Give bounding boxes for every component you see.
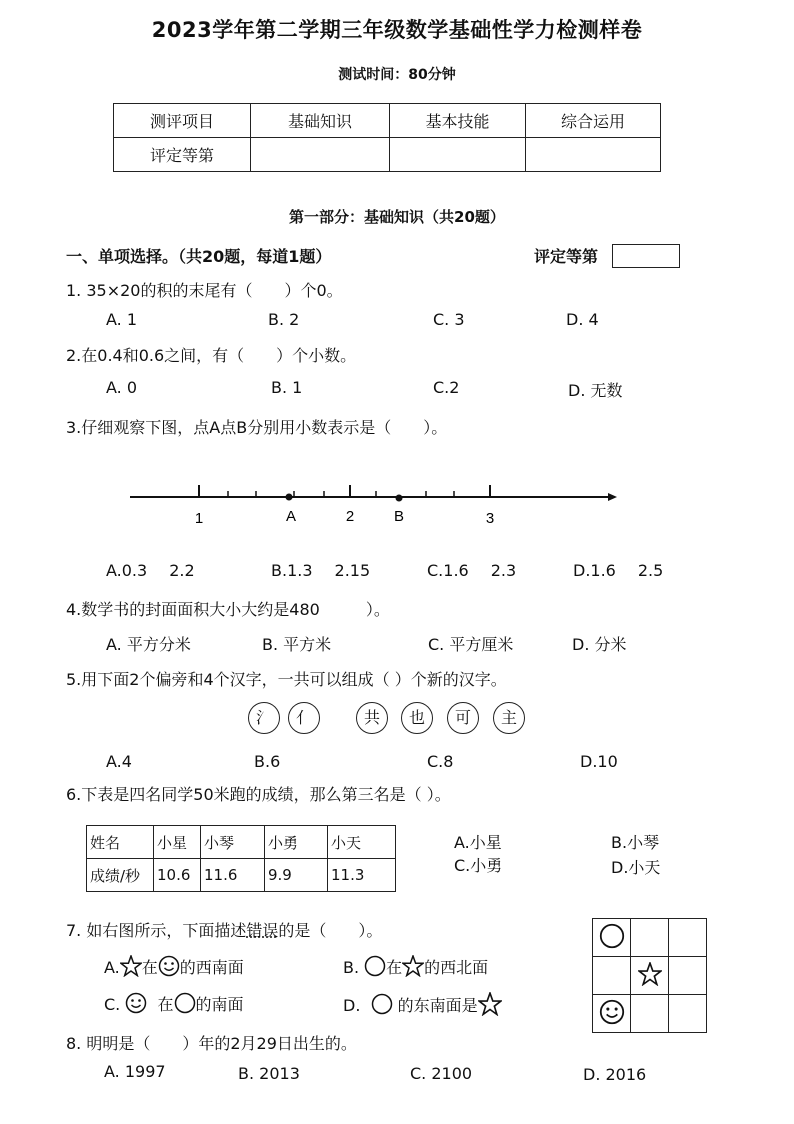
- q7-d-end: 的东南面是: [397, 996, 478, 1015]
- q6-option-c[interactable]: C.小勇: [454, 856, 503, 875]
- table-row: [87, 859, 396, 892]
- q7-option-c[interactable]: [104, 992, 244, 1015]
- part1-title: 第一部分：基础知识（共20题）: [289, 208, 505, 226]
- score-table: [113, 103, 661, 172]
- q5-option-d[interactable]: D.10: [580, 752, 618, 771]
- q7-text-emphasis: 错误: [246, 921, 279, 940]
- q3-a-2: 2.2: [169, 561, 195, 580]
- q6-option-d[interactable]: D.小天: [611, 858, 661, 877]
- char-ke-circle: 可: [447, 702, 479, 734]
- grid-cell: [631, 957, 669, 995]
- q8-option-a[interactable]: A. 1997: [104, 1062, 166, 1081]
- table-cell: 小勇: [265, 826, 328, 859]
- q3-option-a[interactable]: [106, 561, 195, 580]
- question-7: [66, 918, 382, 941]
- circle-icon: [174, 992, 196, 1014]
- score-header-item: 测评项目: [114, 104, 251, 138]
- q2-option-a[interactable]: A. 0: [106, 378, 138, 397]
- q3-d-2: 2.5: [637, 561, 664, 580]
- star-icon: [478, 992, 502, 1016]
- q7-option-d[interactable]: [343, 992, 502, 1016]
- q7-a-letter: A.: [104, 958, 120, 977]
- q7-a-end: 的西南面: [179, 958, 244, 977]
- question-1: 1. 35×20的积的末尾有（ ）个0。: [66, 281, 343, 300]
- q2-option-c[interactable]: C.2: [433, 378, 460, 397]
- circle-icon: [364, 955, 386, 977]
- number-line: [120, 478, 620, 528]
- circle-icon: [599, 923, 625, 949]
- q7-d-letter: D.: [343, 996, 361, 1015]
- score-header-basic-skills: 基本技能: [390, 104, 526, 138]
- smiley-icon: [125, 992, 147, 1014]
- q4-text-end: ）。: [365, 600, 390, 619]
- question-3: 3.仔细观察下图，点A点B分别用小数表示是（ ）。: [66, 418, 448, 437]
- section-title: 一、单项选择。（共20题，每道1题）: [66, 247, 332, 266]
- q2-option-b[interactable]: B. 1: [271, 378, 303, 397]
- q4-option-d[interactable]: D. 分米: [572, 635, 627, 654]
- q7-b-letter: B.: [343, 958, 360, 977]
- table-cell: 小星: [154, 826, 201, 859]
- q8-option-c[interactable]: C. 2100: [410, 1064, 473, 1083]
- radical-water-circle: 氵: [248, 702, 280, 734]
- q8-option-d[interactable]: D. 2016: [583, 1065, 647, 1084]
- q7-c-end: 的南面: [195, 995, 244, 1014]
- tick-label-1: 1: [194, 510, 204, 527]
- grid-cell: [631, 995, 669, 1033]
- q3-c-2: 2.3: [490, 561, 517, 580]
- run-results-table: [86, 825, 396, 892]
- q7-text-pre: 7. 如右图所示，下面描述: [66, 921, 247, 940]
- q6-option-b[interactable]: B.小琴: [611, 833, 660, 852]
- q7-b-mid: 在: [386, 958, 403, 977]
- q6-option-a[interactable]: A.小星: [454, 833, 502, 852]
- question-5: 5.用下面2个偏旁和4个汉字，一共可以组成（ ）个新的汉字。: [66, 670, 507, 689]
- table-cell: 成绩/秒: [87, 859, 154, 892]
- grid-cell: [593, 919, 631, 957]
- table-cell: 小天: [328, 826, 396, 859]
- question-4: [66, 597, 390, 620]
- label-b: B: [393, 508, 405, 525]
- q7-c-mid: 在: [157, 995, 174, 1014]
- q2-option-d[interactable]: D. 无数: [568, 381, 623, 400]
- question-6: 6.下表是四名同学50米跑的成绩，那么第三名是（ ）。: [66, 785, 451, 804]
- q1-option-b[interactable]: B. 2: [268, 310, 300, 329]
- score-cell[interactable]: [390, 138, 526, 172]
- position-grid: [592, 918, 707, 1033]
- table-cell: 9.9: [265, 859, 328, 892]
- q3-option-c[interactable]: [427, 561, 516, 580]
- score-row-label: 评定等第: [114, 138, 251, 172]
- char-zhu-circle: 主: [493, 702, 525, 734]
- number-line-arrow: [608, 493, 617, 501]
- q1-option-c[interactable]: C. 3: [433, 310, 465, 329]
- grid-cell: [669, 919, 707, 957]
- star-icon: [638, 962, 662, 986]
- circle-icon: [371, 993, 393, 1015]
- table-cell: 姓名: [87, 826, 154, 859]
- q5-option-a[interactable]: A.4: [106, 752, 132, 771]
- q3-d-1: D.1.6: [573, 561, 616, 580]
- smiley-icon: [158, 955, 180, 977]
- q7-b-end: 的西北面: [424, 958, 489, 977]
- score-header-application: 综合运用: [526, 104, 661, 138]
- table-cell: 11.6: [201, 859, 265, 892]
- grid-cell: [669, 957, 707, 995]
- question-8: 8. 明明是（ ）年的2月29日出生的。: [66, 1034, 357, 1053]
- tick-label-3: 3: [485, 510, 495, 527]
- table-cell: 小琴: [201, 826, 265, 859]
- tick-label-2: 2: [345, 508, 355, 525]
- q8-option-b[interactable]: B. 2013: [238, 1064, 300, 1083]
- score-cell[interactable]: [251, 138, 390, 172]
- point-b: [396, 495, 403, 502]
- table-cell: 10.6: [154, 859, 201, 892]
- q4-option-a[interactable]: A. 平方分米: [106, 635, 191, 654]
- grid-cell: [669, 995, 707, 1033]
- q4-option-c[interactable]: C. 平方厘米: [428, 635, 514, 654]
- q7-option-b[interactable]: [343, 955, 488, 978]
- q5-option-c[interactable]: C.8: [427, 752, 454, 771]
- q7-option-a[interactable]: [104, 955, 244, 978]
- smiley-icon: [599, 999, 625, 1025]
- grid-cell: [631, 919, 669, 957]
- q3-a-1: A.0.3: [106, 561, 148, 580]
- q5-option-b[interactable]: B.6: [254, 752, 281, 771]
- q7-c-letter: C.: [104, 995, 121, 1014]
- question-2: 2.在0.4和0.6之间，有（ ）个小数。: [66, 346, 357, 365]
- radical-person-circle: 亻: [288, 702, 320, 734]
- char-gong-circle: 共: [356, 702, 388, 734]
- test-duration: 测试时间：80分钟: [338, 67, 456, 83]
- q3-c-1: C.1.6: [427, 561, 469, 580]
- table-row: [87, 826, 396, 859]
- q1-option-a[interactable]: A. 1: [106, 310, 138, 329]
- grid-cell: [593, 995, 631, 1033]
- star-icon: [402, 955, 424, 977]
- point-a: [286, 494, 293, 501]
- grade-label: 评定等第: [534, 247, 599, 266]
- table-cell: 11.3: [328, 859, 396, 892]
- grid-cell: [593, 957, 631, 995]
- q3-b-1: B.1.3: [271, 561, 313, 580]
- q4-text: 4.数学书的封面面积大小大约是480: [66, 600, 320, 619]
- q3-option-d[interactable]: [573, 561, 663, 580]
- char-ye-circle: 也: [401, 702, 433, 734]
- star-icon: [120, 955, 142, 977]
- q7-a-mid: 在: [141, 958, 158, 977]
- score-cell[interactable]: [526, 138, 661, 172]
- label-a: A: [285, 508, 297, 525]
- grade-box[interactable]: [612, 244, 680, 268]
- page-title: 2023学年第二学期三年级数学基础性学力检测样卷: [151, 18, 643, 42]
- score-header-basic-knowledge: 基础知识: [251, 104, 390, 138]
- q7-text-post: 的是（ ）。: [278, 921, 383, 940]
- q3-option-b[interactable]: [271, 561, 370, 580]
- q3-b-2: 2.15: [334, 561, 371, 580]
- q1-option-d[interactable]: D. 4: [566, 310, 599, 329]
- q4-option-b[interactable]: B. 平方米: [262, 635, 332, 654]
